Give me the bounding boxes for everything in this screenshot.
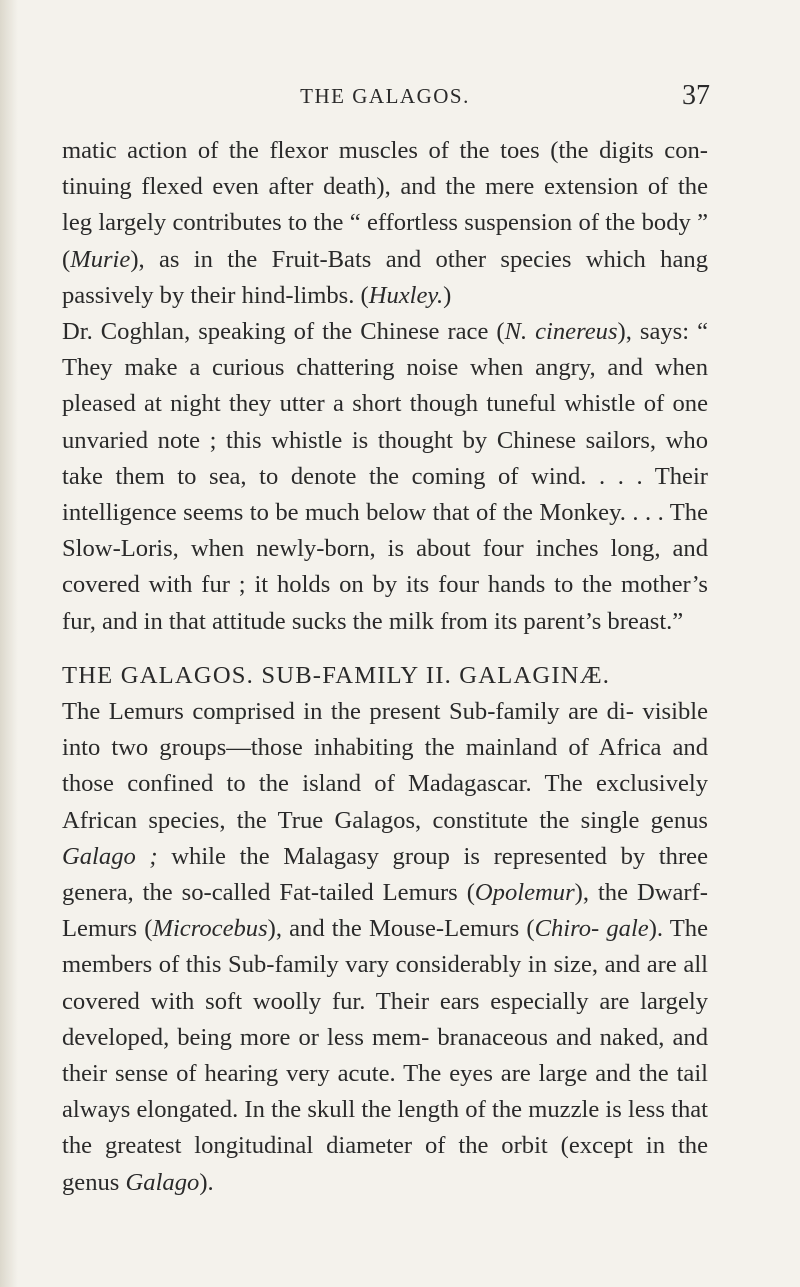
text-span: while the Malagasy group is represented by three genera, the so-called Fat-tailed Lemurs ( [62,842,708,907]
genus-name: Chiro- gale [534,915,649,943]
citation-murie: Murie [70,245,131,273]
text-span: ) [443,281,452,309]
page-body [62,133,708,1201]
citation-huxley: Huxley. [368,281,444,309]
paragraph-galaginae [62,694,708,1201]
species-name: N. cinereus [504,318,618,346]
running-head [60,80,710,120]
running-head-title: THE GALAGOS. [300,84,470,108]
paragraph-coghlan [62,314,708,640]
text-span: The Lemurs comprised in the present Sub-family are di- visible into two groups—those inhabiting the mainland of Africa and those confined to the island of Madagascar. The exclusively African species, the True Galagos, constitute the single genus [62,698,708,834]
text-span: Dr. Coghlan, speaking of the Chinese race ( [62,318,505,346]
text-span: ), the Dwarf-Lemurs ( [62,879,708,943]
genus-name: Galago [125,1168,200,1196]
text-span: ), as in the Fruit-Bats and other species which hang passively by their hind-limbs. ( [62,245,708,309]
text-span: ), says: “ They make a curious chattering noise when angry, and when pleased at night they utter a short though tuneful whistle of one unvaried note ; this whistle is thought by Chinese sailors, who take them to sea, to denote the coming of wind. . . . Their intelligence seems to be much below that of the Monkey. . . . The Slow-Loris, when newly-born, is about four inches long, and covered with fur ; it holds on by its four hands to the mother’s fur, and in that attitude sucks the milk from its parent’s breast.” [62,318,708,635]
text-span: ). [199,1168,214,1196]
page-number: 37 [682,80,710,111]
text-span: ). The members of this Sub-family vary considerably in size, and are all covered with soft woolly fur. Their ears especially are largely developed, being more or less mem- branaceous and naked, and their sense of hearing very acute. The eyes are large and the tail always elongated. In the skull the length of the muzzle is less that the greatest longitudinal diameter of the orbit (except in the genus [62,915,709,1196]
text-span: ), and the Mouse-Lemurs ( [267,915,535,943]
genus-name: Opolemur [474,879,575,907]
genus-name: Galago ; [62,842,158,870]
text-span: matic action of the flexor muscles of the toes (the digits con- tinuing flexed even after death), and the mere extension of the leg largely contributes to the “ effortless suspension of the body ” ( [62,137,708,273]
genus-name: Microcebus [152,915,268,943]
page-edge-shadow [0,0,18,1287]
section-heading: THE GALAGOS. SUB-FAMILY II. GALAGINÆ. [62,661,611,689]
paragraph-murie [62,133,708,314]
